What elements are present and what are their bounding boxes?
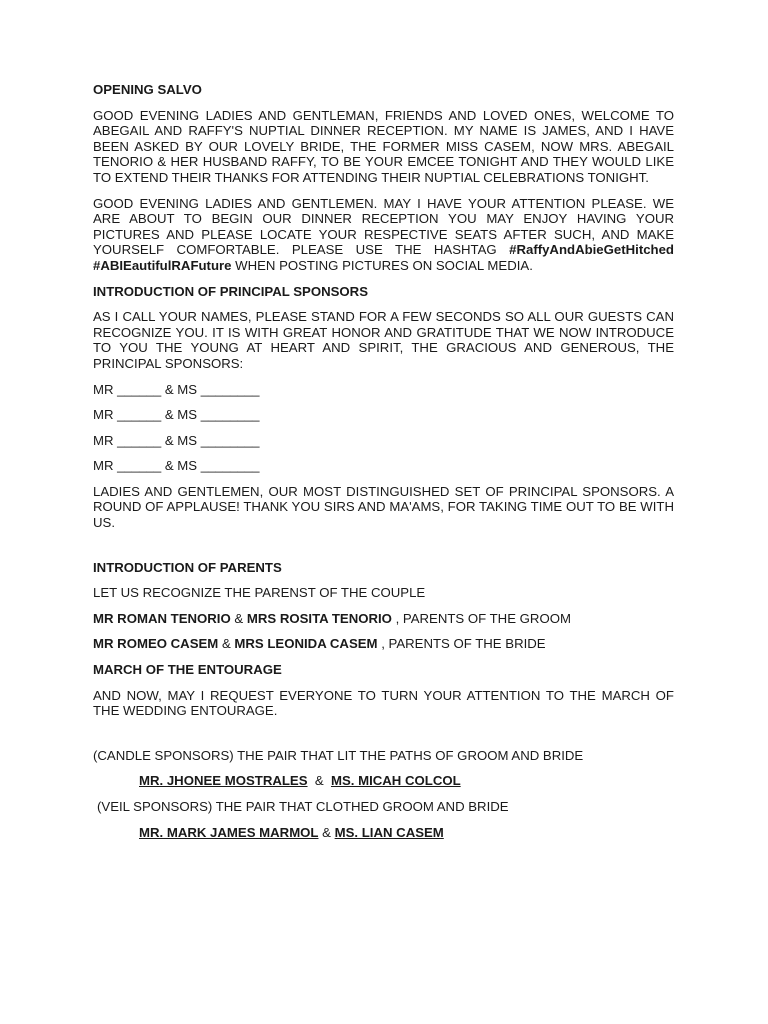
bride-mother-name: MRS LEONIDA CASEM	[234, 636, 378, 652]
candle-sponsors-label: (CANDLE SPONSORS) THE PAIR THAT LIT THE PATHS OF GROOM AND BRIDE	[93, 747, 584, 763]
sponsor-blank-line: MR ______ & MS ________	[93, 407, 260, 423]
candle-sponsor-1: MR. JHONEE MOSTRALES	[139, 773, 308, 789]
principal-sponsors-heading: INTRODUCTION OF PRINCIPAL SPONSORS	[93, 283, 368, 299]
document-page	[93, 82, 674, 850]
groom-father-name: MR ROMAN TENORIO	[93, 610, 231, 626]
opening-paragraph-2-text: GOOD EVENING LADIES AND GENTLEMEN. MAY I HAVE YOUR ATTENTION PLEASE. WE ARE ABOUT TO BEGIN OUR DINNER RECEPTION YOU MAY ENJOY HAVING YOUR PICTURES AND PLEASE LOCATE YOUR RESPECTIVE SEATS AFTER SUCH, AND MAKE YOURSELF COMFORTABLE. PLEASE USE THE HASHTAG	[93, 195, 674, 258]
sponsors-paragraph-2: LADIES AND GENTLEMEN, OUR MOST DISTINGUISHED SET OF PRINCIPAL SPONSORS. A ROUND OF APPLAUSE! THANK YOU SIRS AND MA'AMS, FOR TAKING TIME OUT TO BE WITH US.	[93, 483, 674, 531]
veil-sponsors-names	[93, 825, 674, 841]
entourage-paragraph: AND NOW, MAY I REQUEST EVERYONE TO TURN YOUR ATTENTION TO THE MARCH OF THE WEDDING ENTOURAGE.	[93, 687, 674, 719]
veil-sponsors-label: (VEIL SPONSORS) THE PAIR THAT CLOTHED GROOM AND BRIDE	[97, 799, 509, 814]
bride-father-name: MR ROMEO CASEM	[93, 636, 219, 652]
parents-intro: LET US RECOGNIZE THE PARENST OF THE COUPLE	[93, 585, 426, 601]
spacer	[93, 729, 674, 748]
sponsor-blank-line: MR ______ & MS ________	[93, 432, 260, 448]
veil-sponsor-2: MS. LIAN CASEM	[334, 824, 444, 840]
veil-sponsor-1: MR. MARK JAMES MARMOL	[139, 824, 319, 840]
opening-paragraph-2-end: WHEN POSTING PICTURES ON SOCIAL MEDIA.	[231, 257, 533, 273]
opening-paragraph-1: GOOD EVENING LADIES AND GENTLEMAN, FRIENDS AND LOVED ONES, WELCOME TO ABEGAIL AND RAFFY'S NUPTIAL DINNER RECEPTION. MY NAME IS JAMES, AND I HAVE BEEN ASKED BY OUR LOVELY BRIDE, THE FORMER MISS CASEM, NOW MRS. ABEGAIL TENORIO & HER HUSBAND RAFFY, TO BE YOUR EMCEE TONIGHT AND THEY WOULD LIKE TO EXTEND THEIR THANKS FOR ATTENDING THEIR NUPTIAL CELEBRATIONS TONIGHT.	[93, 107, 674, 185]
candle-sponsor-2: MS. MICAH COLCOL	[330, 773, 461, 789]
ampersand: &	[318, 824, 335, 840]
bride-parents-line	[93, 636, 674, 652]
sponsor-blank-line: MR ______ & MS ________	[93, 458, 260, 474]
ampersand: &	[218, 636, 235, 652]
groom-parents-line	[93, 611, 674, 627]
groom-parents-suffix: , PARENTS OF THE GROOM	[391, 610, 571, 626]
groom-mother-name: MRS ROSITA TENORIO	[246, 610, 392, 626]
sponsor-blank-line: MR ______ & MS ________	[93, 381, 260, 397]
ampersand: &	[230, 610, 247, 626]
spacer	[93, 541, 674, 560]
sponsors-paragraph-1: AS I CALL YOUR NAMES, PLEASE STAND FOR A FEW SECONDS SO ALL OUR GUESTS CAN RECOGNIZE YOU. IT IS WITH GREAT HONOR AND GRATITUDE THAT WE NOW INTRODUCE TO YOU THE YOUNG AT HEART AND SPIRIT, THE GRACIOUS AND GENEROUS, THE PRINCIPAL SPONSORS:	[93, 309, 674, 371]
parents-heading: INTRODUCTION OF PARENTS	[93, 559, 282, 575]
hashtags: #RaffyAndAbieGetHitched #ABIEautifulRAFuture	[93, 242, 674, 273]
entourage-heading: MARCH OF THE ENTOURAGE	[93, 662, 282, 678]
opening-salvo-heading: OPENING SALVO	[93, 82, 202, 97]
bride-parents-suffix: , PARENTS OF THE BRIDE	[377, 636, 546, 652]
ampersand: &	[307, 773, 331, 789]
candle-sponsors-names	[93, 773, 674, 789]
opening-paragraph-2	[93, 196, 674, 274]
